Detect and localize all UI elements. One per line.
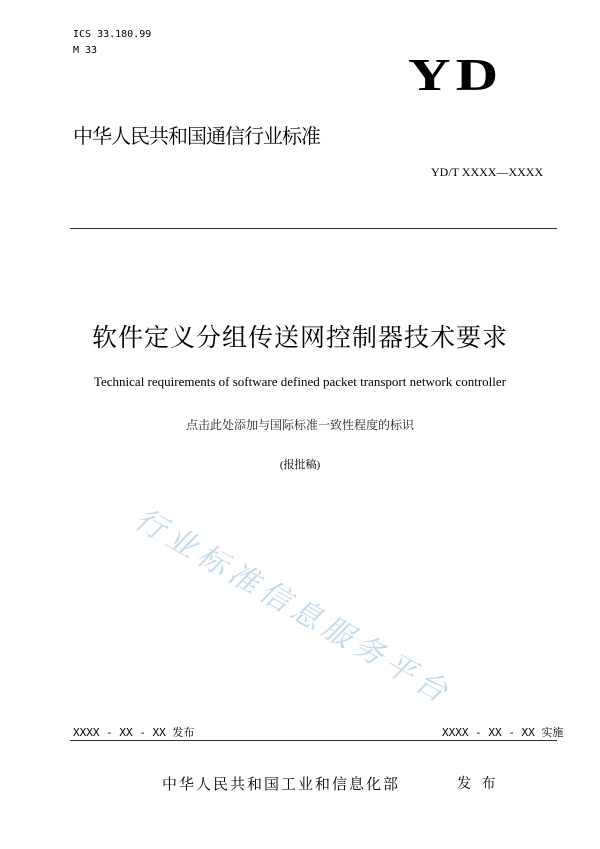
top-divider bbox=[70, 228, 557, 229]
standard-number: YD/T XXXX—XXXX bbox=[431, 165, 544, 179]
publish-date: XXXX - XX - XX 发布 bbox=[73, 726, 195, 739]
implement-date: XXXX - XX - XX 实施 bbox=[442, 726, 564, 739]
classification-code: M 33 bbox=[73, 45, 98, 56]
watermark: 行业标准信息服务平台 bbox=[128, 501, 458, 713]
conformity-note[interactable]: 点击此处添加与国际标准一致性程度的标识 bbox=[185, 418, 414, 432]
ics-code: ICS 33.180.99 bbox=[73, 29, 152, 40]
issue-label: 发 布 bbox=[457, 776, 499, 792]
bottom-divider bbox=[70, 740, 557, 741]
draft-status: (报批稿) bbox=[279, 459, 321, 471]
document-title-chinese: 软件定义分组传送网控制器技术要求 bbox=[91, 323, 508, 352]
issuing-ministry: 中华人民共和国工业和信息化部 bbox=[162, 775, 401, 793]
yd-logo: YD bbox=[408, 49, 504, 100]
document-title-english: Technical requirements of software defined packet transport network controller bbox=[93, 374, 507, 389]
industry-standard-title: 中华人民共和国通信行业标准 bbox=[73, 124, 320, 148]
